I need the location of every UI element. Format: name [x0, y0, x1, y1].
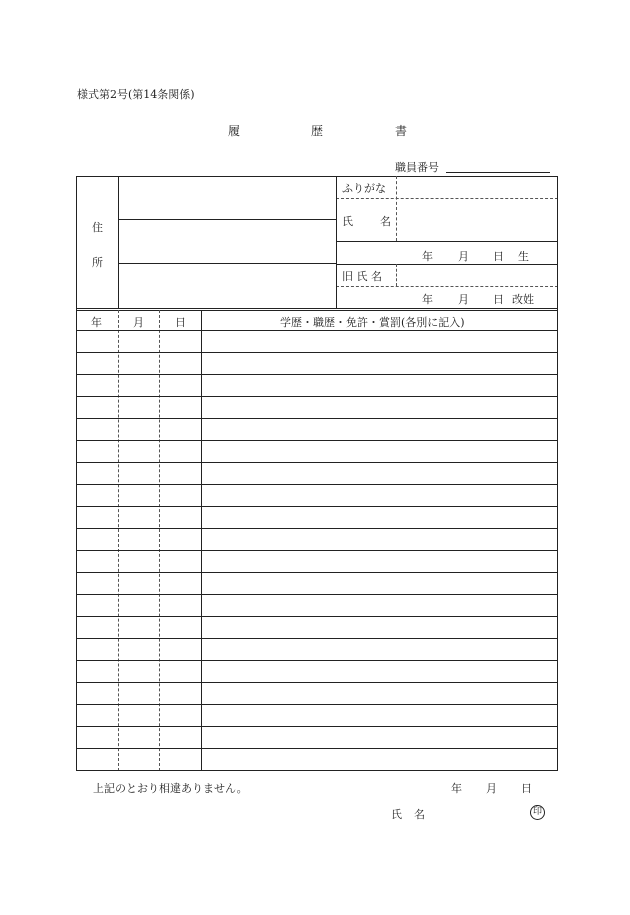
- history-day-cell[interactable]: [163, 664, 198, 680]
- history-year-cell[interactable]: [80, 620, 115, 636]
- history-year-cell[interactable]: [80, 510, 115, 526]
- history-month-cell[interactable]: [122, 730, 156, 746]
- history-month-cell[interactable]: [122, 444, 156, 460]
- rule: [76, 550, 558, 551]
- history-content-cell[interactable]: [205, 510, 554, 526]
- history-day-cell[interactable]: [163, 642, 198, 658]
- history-day-cell[interactable]: [163, 554, 198, 570]
- address-field-2[interactable]: [120, 221, 334, 262]
- title-char-3: 書: [395, 124, 408, 138]
- name-change-day-label: 日: [493, 293, 504, 306]
- name-label-char-1: 氏: [342, 215, 353, 228]
- history-year-cell[interactable]: [80, 598, 115, 614]
- rule: [76, 396, 558, 397]
- rule: [76, 594, 558, 595]
- rule: [336, 264, 558, 265]
- history-month-cell[interactable]: [122, 576, 156, 592]
- rule: [336, 198, 558, 199]
- footer-year-label: 年: [451, 782, 462, 795]
- history-year-cell[interactable]: [80, 466, 115, 482]
- history-content-cell[interactable]: [205, 334, 554, 350]
- history-day-cell[interactable]: [163, 334, 198, 350]
- name-field[interactable]: [398, 200, 556, 240]
- history-day-cell[interactable]: [163, 400, 198, 416]
- history-day-cell[interactable]: [163, 686, 198, 702]
- rule: [336, 241, 558, 242]
- furigana-field[interactable]: [398, 178, 556, 197]
- history-year-cell[interactable]: [80, 400, 115, 416]
- history-content-cell[interactable]: [205, 532, 554, 548]
- history-day-cell[interactable]: [163, 730, 198, 746]
- history-year-cell[interactable]: [80, 730, 115, 746]
- declaration-text: 上記のとおり相違ありません。: [93, 782, 248, 795]
- history-year-cell[interactable]: [80, 378, 115, 394]
- history-month-cell[interactable]: [122, 422, 156, 438]
- history-month-cell[interactable]: [122, 708, 156, 724]
- history-header-content: 学歴・職歴・免許・賞罰(各別に記入): [280, 316, 465, 329]
- rule: [76, 572, 558, 573]
- rule: [76, 310, 77, 771]
- history-year-cell[interactable]: [80, 488, 115, 504]
- address-label-bottom: 所: [92, 256, 103, 269]
- rule: [557, 310, 558, 771]
- rule: [76, 682, 558, 683]
- history-day-cell[interactable]: [163, 510, 198, 526]
- history-month-cell[interactable]: [122, 356, 156, 372]
- rule: [76, 484, 558, 485]
- rule: [76, 528, 558, 529]
- rule: [76, 638, 558, 639]
- rule: [336, 176, 337, 308]
- furigana-label: ふりがな: [342, 182, 386, 195]
- rule: [396, 264, 397, 286]
- history-content-cell[interactable]: [205, 752, 554, 768]
- address-label-top: 住: [92, 221, 103, 234]
- history-content-cell[interactable]: [205, 686, 554, 702]
- name-change-year-label: 年: [422, 293, 433, 306]
- rule: [76, 726, 558, 727]
- history-year-cell[interactable]: [80, 708, 115, 724]
- footer-name-field[interactable]: [432, 802, 524, 820]
- history-content-cell[interactable]: [205, 466, 554, 482]
- history-month-cell[interactable]: [122, 334, 156, 350]
- history-header-day: 日: [175, 316, 186, 329]
- rule: [76, 440, 558, 441]
- history-month-cell[interactable]: [122, 554, 156, 570]
- rule: [76, 704, 558, 705]
- history-day-cell[interactable]: [163, 532, 198, 548]
- history-header-month: 月: [133, 316, 144, 329]
- history-content-cell[interactable]: [205, 400, 554, 416]
- history-content-cell[interactable]: [205, 576, 554, 592]
- address-field-3[interactable]: [120, 265, 334, 307]
- title-char-2: 歴: [311, 124, 324, 138]
- footer-month-label: 月: [486, 782, 497, 795]
- history-day-cell[interactable]: [163, 708, 198, 724]
- history-content-cell[interactable]: [205, 554, 554, 570]
- rule: [76, 506, 558, 507]
- birth-day-label: 日: [493, 250, 504, 263]
- birth-month-label: 月: [458, 250, 469, 263]
- birth-suffix-label: 生: [518, 250, 529, 263]
- title-char-1: 履: [228, 124, 241, 138]
- history-day-cell[interactable]: [163, 576, 198, 592]
- rule: [118, 219, 336, 220]
- history-month-cell[interactable]: [122, 378, 156, 394]
- rule: [201, 310, 202, 771]
- history-content-cell[interactable]: [205, 488, 554, 504]
- name-change-suffix-label: 改姓: [512, 293, 534, 306]
- rule: [76, 176, 558, 177]
- form-id: 様式第2号(第14条関係): [77, 88, 195, 101]
- rule: [76, 418, 558, 419]
- history-year-cell[interactable]: [80, 444, 115, 460]
- history-content-cell[interactable]: [205, 356, 554, 372]
- history-year-cell[interactable]: [80, 664, 115, 680]
- history-month-cell[interactable]: [122, 488, 156, 504]
- history-month-cell[interactable]: [122, 598, 156, 614]
- rule: [118, 263, 336, 264]
- history-year-cell[interactable]: [80, 686, 115, 702]
- rule: [76, 352, 558, 353]
- history-day-cell[interactable]: [163, 620, 198, 636]
- rule: [396, 176, 397, 241]
- history-year-cell[interactable]: [80, 554, 115, 570]
- history-content-cell[interactable]: [205, 422, 554, 438]
- staff-number-field[interactable]: [446, 172, 550, 173]
- rule: [76, 374, 558, 375]
- history-day-cell[interactable]: [163, 488, 198, 504]
- history-month-cell[interactable]: [122, 466, 156, 482]
- history-day-cell[interactable]: [163, 466, 198, 482]
- staff-number-label: 職員番号: [395, 161, 439, 174]
- birth-year-label: 年: [422, 250, 433, 263]
- history-month-cell[interactable]: [122, 752, 156, 768]
- history-day-cell[interactable]: [163, 422, 198, 438]
- former-name-label: 旧 氏 名: [342, 270, 382, 283]
- footer-name-label-char-1: 氏: [391, 808, 402, 821]
- history-month-cell[interactable]: [122, 532, 156, 548]
- rule: [118, 176, 119, 308]
- history-month-cell[interactable]: [122, 664, 156, 680]
- rule: [118, 310, 119, 771]
- history-header-year: 年: [91, 316, 102, 329]
- rule: [76, 176, 77, 310]
- history-day-cell[interactable]: [163, 378, 198, 394]
- rule: [76, 330, 558, 331]
- history-month-cell[interactable]: [122, 686, 156, 702]
- history-content-cell[interactable]: [205, 642, 554, 658]
- rule: [159, 310, 160, 771]
- rule: [76, 462, 558, 463]
- history-content-cell[interactable]: [205, 708, 554, 724]
- history-content-cell[interactable]: [205, 664, 554, 680]
- rule: [336, 286, 558, 287]
- history-month-cell[interactable]: [122, 510, 156, 526]
- rule: [557, 176, 558, 310]
- history-year-cell[interactable]: [80, 356, 115, 372]
- history-month-cell[interactable]: [122, 400, 156, 416]
- history-year-cell[interactable]: [80, 532, 115, 548]
- seal-icon: 印: [530, 805, 545, 820]
- history-content-cell[interactable]: [205, 730, 554, 746]
- history-month-cell[interactable]: [122, 620, 156, 636]
- name-change-month-label: 月: [458, 293, 469, 306]
- rule: [76, 660, 558, 661]
- rule: [76, 748, 558, 749]
- former-name-field[interactable]: [398, 266, 556, 285]
- history-year-cell[interactable]: [80, 642, 115, 658]
- history-day-cell[interactable]: [163, 752, 198, 768]
- history-year-cell[interactable]: [80, 334, 115, 350]
- history-year-cell[interactable]: [80, 576, 115, 592]
- history-month-cell[interactable]: [122, 642, 156, 658]
- rule: [76, 310, 558, 311]
- address-field-1[interactable]: [120, 178, 334, 218]
- footer-name-label-char-2: 名: [414, 808, 425, 821]
- history-day-cell[interactable]: [163, 444, 198, 460]
- history-content-cell[interactable]: [205, 444, 554, 460]
- history-content-cell[interactable]: [205, 620, 554, 636]
- rule: [76, 308, 558, 309]
- history-day-cell[interactable]: [163, 356, 198, 372]
- footer-day-label: 日: [521, 782, 532, 795]
- name-label-char-2: 名: [380, 215, 391, 228]
- rule: [76, 770, 558, 771]
- history-year-cell[interactable]: [80, 422, 115, 438]
- rule: [76, 616, 558, 617]
- history-content-cell[interactable]: [205, 598, 554, 614]
- history-day-cell[interactable]: [163, 598, 198, 614]
- history-content-cell[interactable]: [205, 378, 554, 394]
- history-year-cell[interactable]: [80, 752, 115, 768]
